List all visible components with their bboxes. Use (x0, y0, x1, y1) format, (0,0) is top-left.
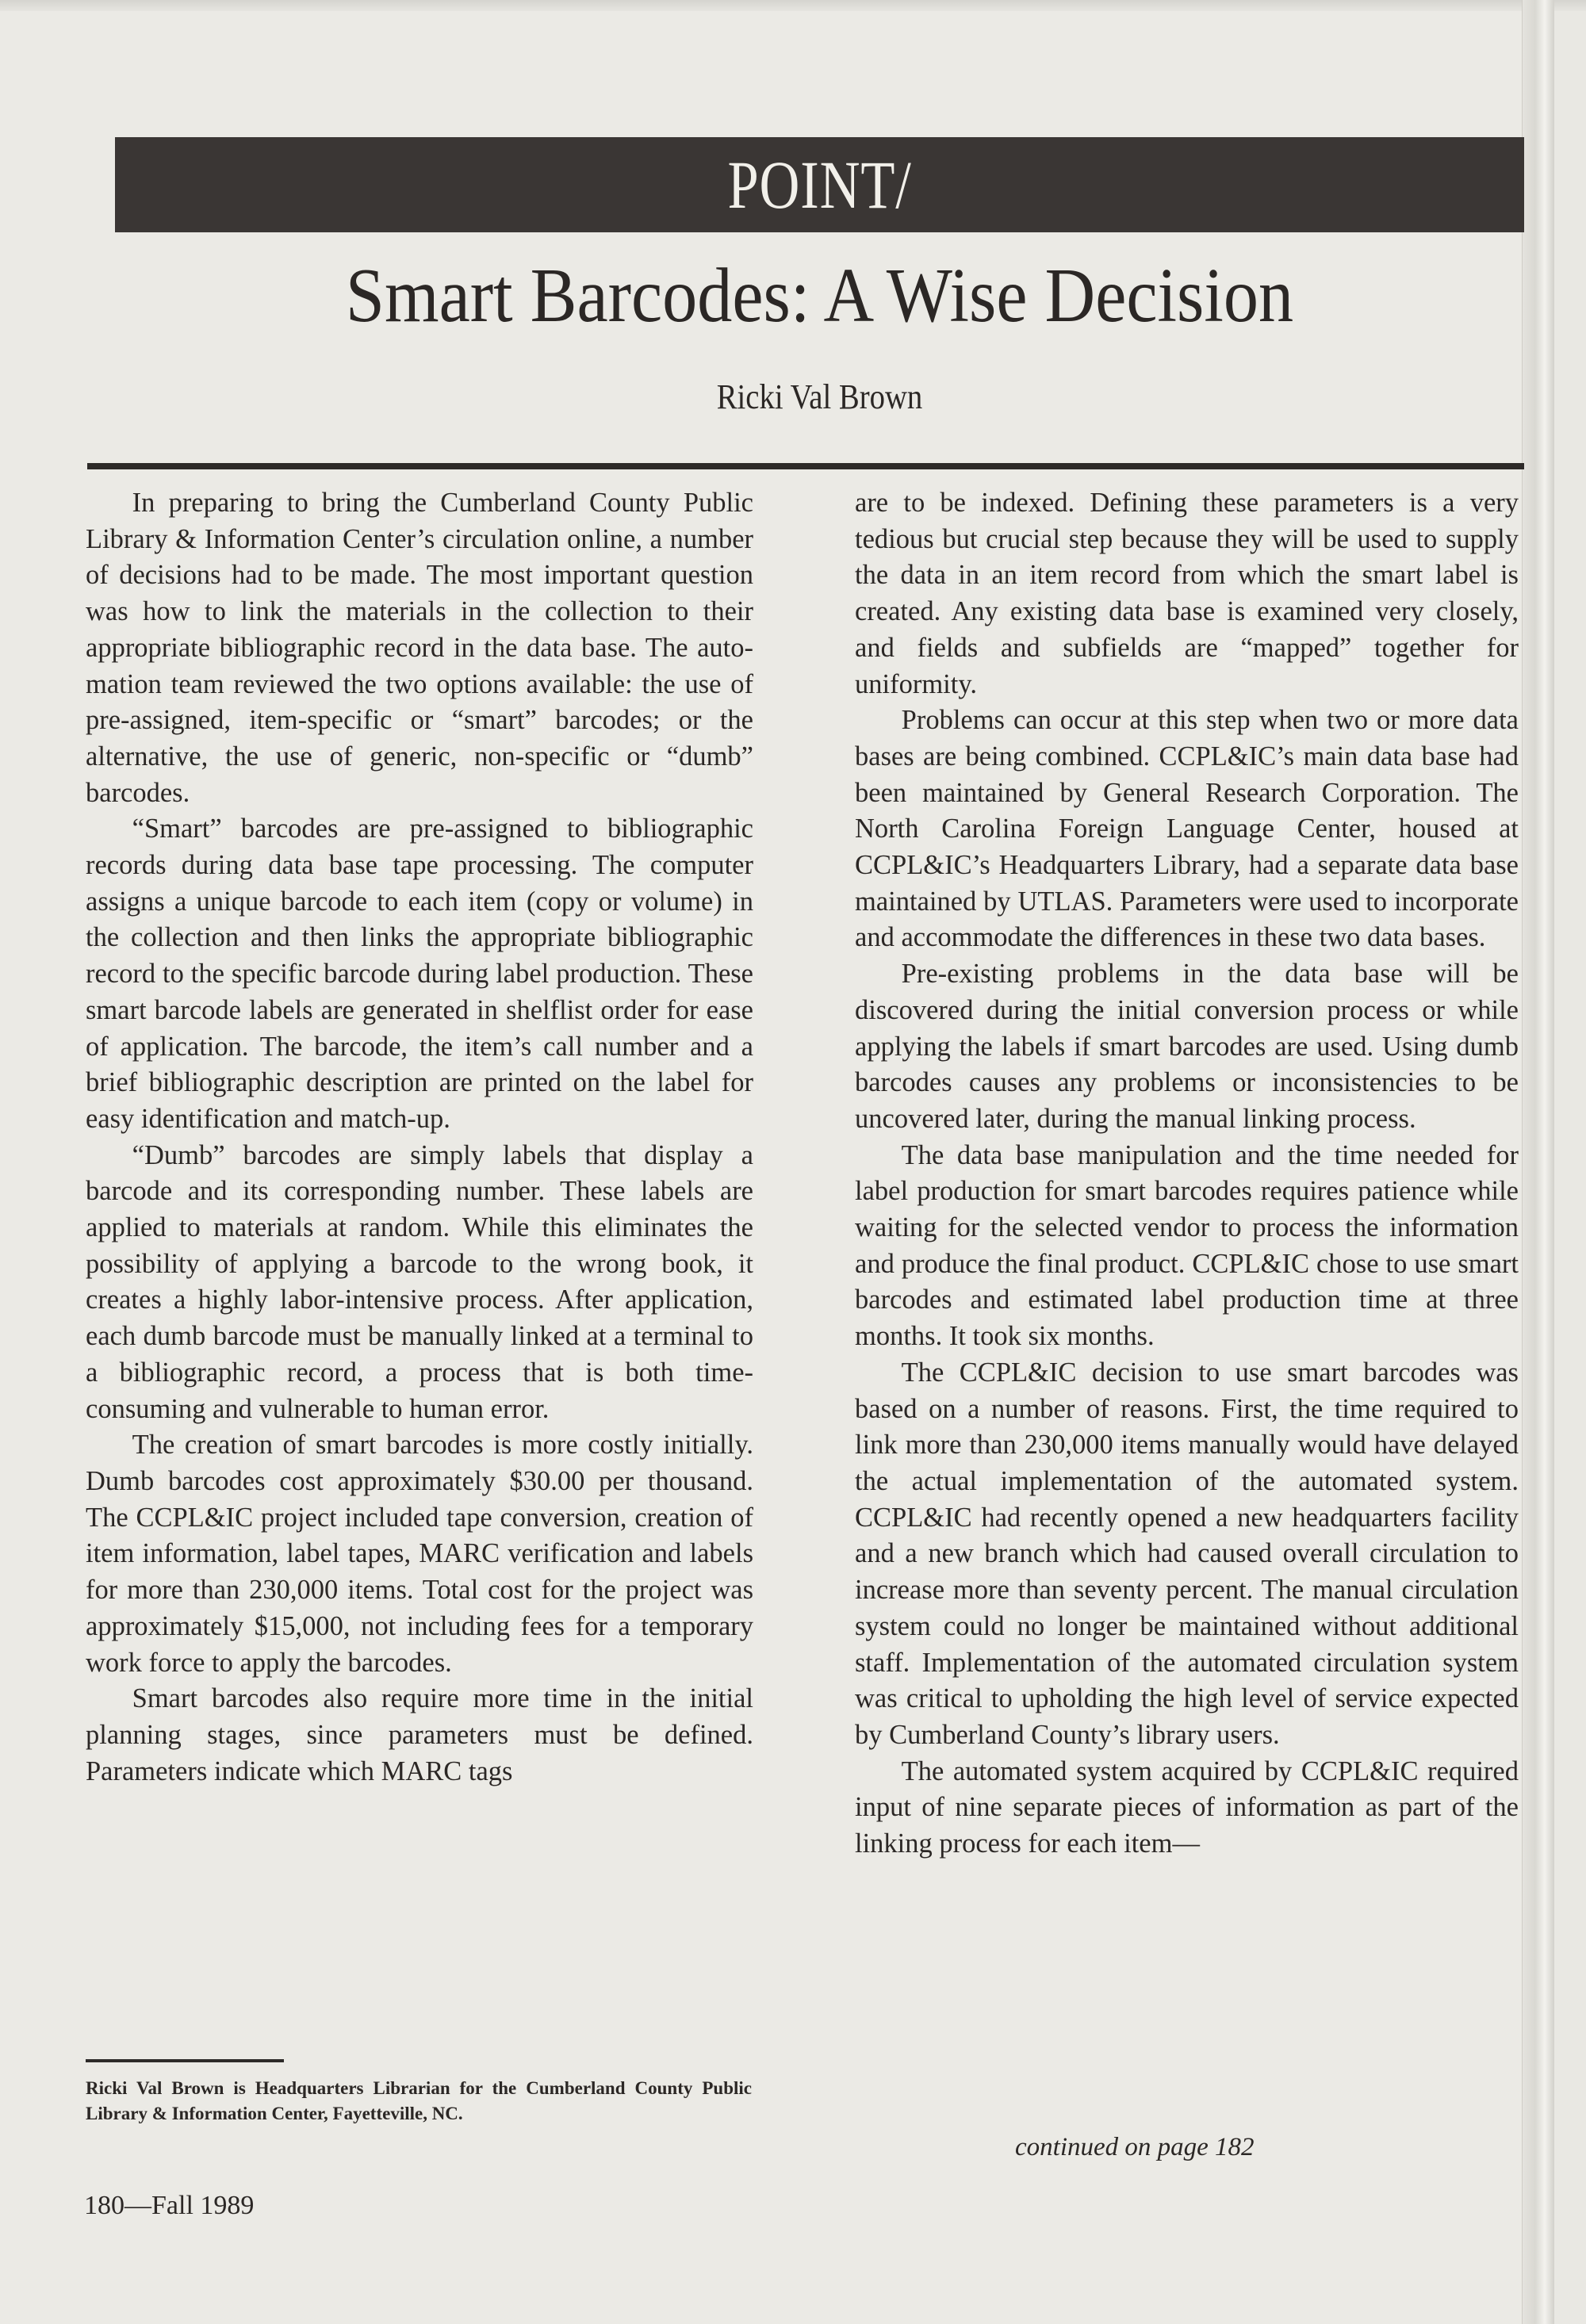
author-note: Ricki Val Brown is Headquarters Librarian for the Cumberland County Public Library & Information Center, Fayetteville, NC. (86, 2078, 752, 2123)
paragraph: Pre-existing problems in the data base will be discovered during the initial conversion process or while applying the labels if smart barcodes are used. Using dumb barcodes causes any problems or inconsistencies to be uncovered later, during the manual linking process. (855, 959, 1519, 1134)
header-rule (87, 463, 1524, 469)
paragraph: The CCPL&IC decision to use smart barcodes was based on a number of reasons. First, the time required to link more than 230,000 items manually would have delayed the actual implementation of the automated system. CCPL&IC had recently opened a new headquarters facility and a new branch which had caused overall circulation to increase more than seventy percent. The manual circulation system could no longer be maintained without additional staff. Implementation of the automated circulation system was critical to upholding the high level of service expected by Cumberland County’s library users. (855, 1357, 1519, 1750)
right-column (855, 485, 1519, 1863)
paragraph: are to be indexed. Defining these parameters is a very tedious but crucial step because they will be used to supply the data in an item record from which the smart label is created. Any existing data base is examined very closely, and fields and subfields are “mapped” together for uniformity. (855, 488, 1519, 699)
paragraph: Problems can occur at this step when two or more data bases are being combined. CCPL&IC’s main data base had been maintained by General Research Corporation. The North Carolina Foreign Language Center, housed at CCPL&IC’s Headquarters Library, had a separate data base maintained by UTLAS. Parameters were used to incorporate and accommodate the differences in these two data bases. (855, 705, 1519, 953)
page-folio: 180—Fall 1989 (84, 2191, 255, 2220)
paragraph: The data base manipulation and the time needed for label production for smart barcodes requires patience while waiting for the selected vendor to process the information and produce the final product. CCPL&IC chose to use smart barcodes and estimated label production time at three months. It took six months. (855, 1139, 1519, 1352)
article-byline: Ricki Val Brown (716, 377, 923, 416)
page-top-edge (0, 0, 1586, 11)
paragraph: In preparing to bring the Cumberland County Public Library & Information Center’s circulation online, a number of decisions had to be made. The most important question was how to link the materials in the collection to their appropriate bibliographic record in the data base. The automation team reviewed the two options available: the use of pre-assigned, item-specific or “smart” barcodes; or the alternative, the use of generic, non-specific or “dumb” barcodes. (86, 488, 753, 808)
paragraph: The automated system acquired by CCPL&IC required input of nine separate pieces of information as part of the linking process for each item— (855, 1755, 1519, 1859)
section-banner (115, 137, 1524, 232)
article-title: Smart Barcodes: A Wise Decision (345, 253, 1294, 339)
paragraph: “Smart” barcodes are pre-assigned to bibliographic records during data base tape processing. The computer assigns a unique barcode to each item (copy or volume) in the collection and then links the appropriate bibliographic record to the specific barcode during label production. These smart barcode labels are generated in shelflist order for ease of application. The barcode, the item’s call number and a brief bibliographic description are printed on the label for easy identification and match-up. (86, 814, 753, 1134)
continued-notice: continued on page 182 (1015, 2133, 1255, 2161)
footnote-rule (86, 2059, 284, 2062)
left-column (86, 485, 753, 1790)
paragraph: Smart barcodes also require more time in the initial planning stages, since parameters must be defined. Parameters indicate which MARC tags (86, 1683, 753, 1786)
paragraph: “Dumb” barcodes are simply labels that display a barcode and its corresponding number. These labels are applied to materials at random. While this eliminates the possibility of applying a barcode to the wrong book, it creates a highly labor-intensive process. After application, each dumb barcode must be manually linked at a terminal to a bibliographic record, a process that is both time-consuming and vulnerable to human error. (86, 1139, 753, 1424)
paragraph: The creation of smart barcodes is more costly initially. Dumb barcodes cost approximately $30.00 per thousand. The CCPL&IC project included tape conversion, creation of item information, label tapes, MARC verification and labels for more than 230,000 items. Total cost for the project was approximately $15,000, not including fees for a temporary work force to apply the barcodes. (86, 1430, 753, 1678)
section-banner-label: POINT/ (727, 147, 912, 223)
page-right-edge (1522, 0, 1554, 2324)
